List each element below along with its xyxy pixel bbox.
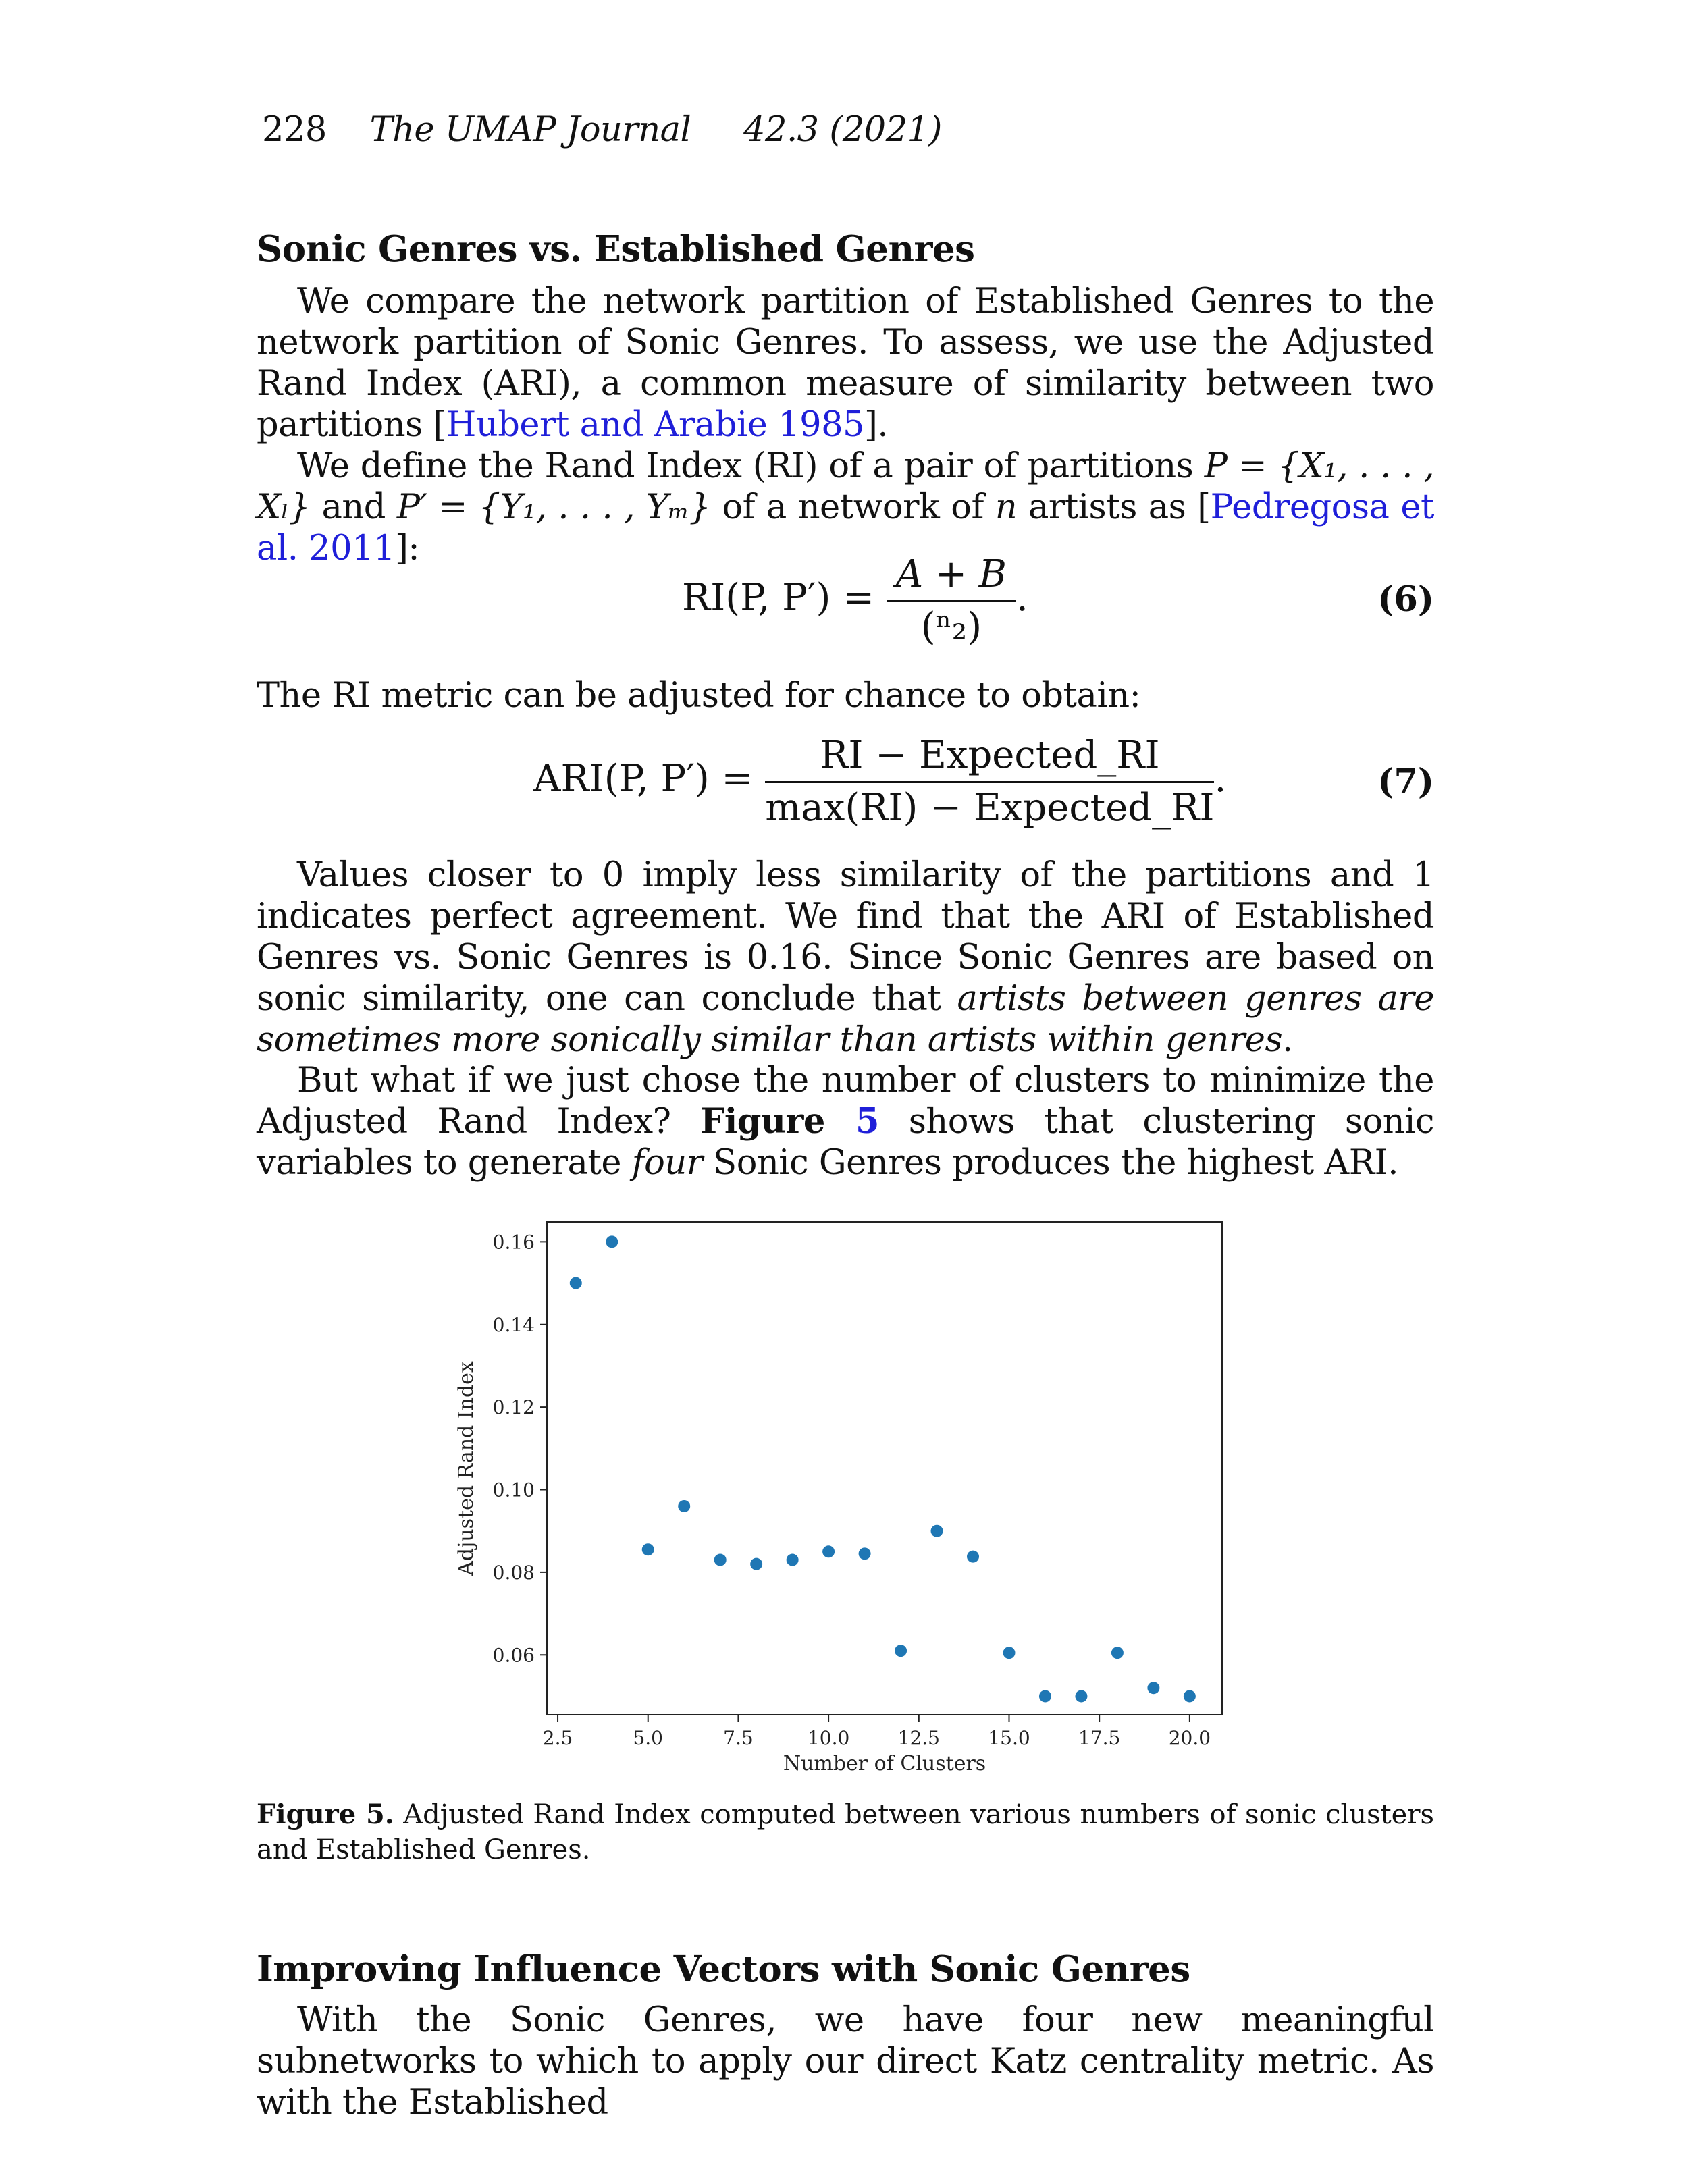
data-point	[931, 1525, 943, 1537]
paragraph-sonic-subnetworks: With the Sonic Genres, we have four new meaningful subnetworks to which to apply our direct Katz centrality metric. As with the Established	[257, 2000, 1434, 2123]
page-number: 228	[262, 110, 327, 150]
data-point	[750, 1558, 762, 1570]
ari-scatter-chart	[446, 1208, 1242, 1789]
equation-7-number: (7)	[1377, 762, 1434, 802]
equation-6-fraction	[887, 552, 1016, 649]
figure-5-caption: Figure 5. Adjusted Rand Index computed between various numbers of sonic clusters and Established Genres.	[257, 1799, 1434, 1865]
paragraph-compare: We compare the network partition of Established Genres to the network partition of Sonic Genres. To assess, we use the Adjusted Rand Index (ARI), a common measure of similarity between two partitions [Hubert and Arabie 1985].	[257, 282, 1434, 445]
equation-7-fraction	[765, 733, 1214, 830]
plot-frame	[547, 1222, 1222, 1715]
figure-5-link[interactable]: 5	[855, 1101, 880, 1142]
data-point	[1184, 1690, 1196, 1702]
figure-label: Figure 5.	[257, 1799, 394, 1830]
paragraph-adjusted: The RI metric can be adjusted for chance to obtain:	[257, 676, 1141, 716]
section-heading-sonic-vs-established: Sonic Genres vs. Established Genres	[257, 228, 975, 270]
journal-name: The UMAP Journal	[369, 110, 691, 150]
math-partition-p: P = {X₁, . . . , Xₗ}	[257, 446, 1434, 527]
math-partition-p-prime: P′ = {Y₁, . . . , Yₘ}	[396, 487, 711, 527]
data-point	[570, 1277, 582, 1289]
data-point	[967, 1551, 979, 1563]
citation-hubert[interactable]: Hubert and Arabie 1985	[446, 405, 864, 445]
equation-6-number: (6)	[1377, 579, 1434, 620]
data-point	[1147, 1682, 1159, 1694]
data-point	[859, 1547, 871, 1560]
equation-7-lhs: ARI(P, P′) =	[533, 757, 754, 801]
equation-7-denominator: max(RI) − Expected_RI	[765, 786, 1215, 830]
y-tick-label: 0.08	[492, 1561, 535, 1584]
data-point	[642, 1543, 654, 1555]
x-tick-label: 17.5	[1078, 1727, 1121, 1749]
y-tick-label: 0.16	[492, 1231, 535, 1254]
y-axis-label: Adjusted Rand Index	[454, 1361, 478, 1576]
paragraph-values: Values closer to 0 imply less similarity of the partitions and 1 indicates perfect agreement. We find that the ARI of Established Genres vs. Sonic Genres is 0.16. Since Sonic Genres are based on sonic similarity, one can conclude that artists between genres are sometimes more sonically similar than artists within genres.	[257, 855, 1434, 1060]
journal-volume: 42.3 (2021)	[743, 110, 942, 150]
x-tick-label: 5.0	[633, 1727, 663, 1749]
paragraph-define-ri: We define the Rand Index (RI) of a pair of partitions P = {X₁, . . . , Xₗ} and P′ = {Y₁, . . . , Yₘ} of a network of n artists as [Pedregosa et al. 2011]:	[257, 446, 1435, 568]
equation-7: ARI(P, P′) = $\frac{\text{RI − Expected\_RI}}{\text{max(RI) − Expected\_RI}}$ .	[533, 733, 1227, 830]
x-tick-label: 2.5	[542, 1727, 573, 1749]
x-tick-label: 15.0	[988, 1727, 1030, 1749]
x-axis-label: Number of Clusters	[783, 1752, 986, 1776]
data-point	[714, 1554, 727, 1566]
y-tick-label: 0.12	[492, 1396, 535, 1419]
y-tick-label: 0.06	[492, 1644, 535, 1667]
equation-6-denominator: (ⁿ₂)	[920, 605, 982, 649]
data-point	[678, 1500, 690, 1512]
y-tick-label: 0.14	[492, 1313, 535, 1336]
data-point	[1039, 1690, 1051, 1702]
x-tick-label: 10.0	[807, 1727, 850, 1749]
x-tick-label: 7.5	[723, 1727, 754, 1749]
x-tick-label: 20.0	[1168, 1727, 1211, 1749]
data-point	[1111, 1647, 1124, 1659]
equation-6-numerator: A + B	[887, 552, 1016, 602]
data-point	[606, 1235, 618, 1248]
equation-6: RI(P, P′) = $\frac{A + B}{\text{(ⁿ₂)}}$ .	[682, 552, 1028, 649]
x-tick-label: 12.5	[897, 1727, 940, 1749]
section-heading-improving-influence: Improving Influence Vectors with Sonic Genres	[257, 1948, 1190, 1990]
data-point	[787, 1554, 799, 1566]
paragraph-minimize: But what if we just chose the number of clusters to minimize the Adjusted Rand Index? Figure 5 shows that clustering sonic variables to generate four Sonic Genres produces the highest ARI.	[257, 1061, 1434, 1183]
math-n: n	[995, 487, 1018, 527]
y-tick-label: 0.10	[492, 1479, 535, 1501]
equation-7-numerator: RI − Expected_RI	[765, 733, 1214, 783]
data-point	[1075, 1690, 1087, 1702]
emphasis-conclusion: artists between genres are sometimes more sonically similar than artists within genres	[257, 979, 1434, 1060]
data-point	[822, 1545, 835, 1557]
data-point	[1003, 1647, 1015, 1659]
citation-pedregosa[interactable]: Pedregosa et al. 2011	[257, 487, 1435, 568]
running-head	[262, 107, 942, 154]
equation-6-lhs: RI(P, P′) =	[682, 576, 875, 620]
data-point	[895, 1645, 907, 1657]
